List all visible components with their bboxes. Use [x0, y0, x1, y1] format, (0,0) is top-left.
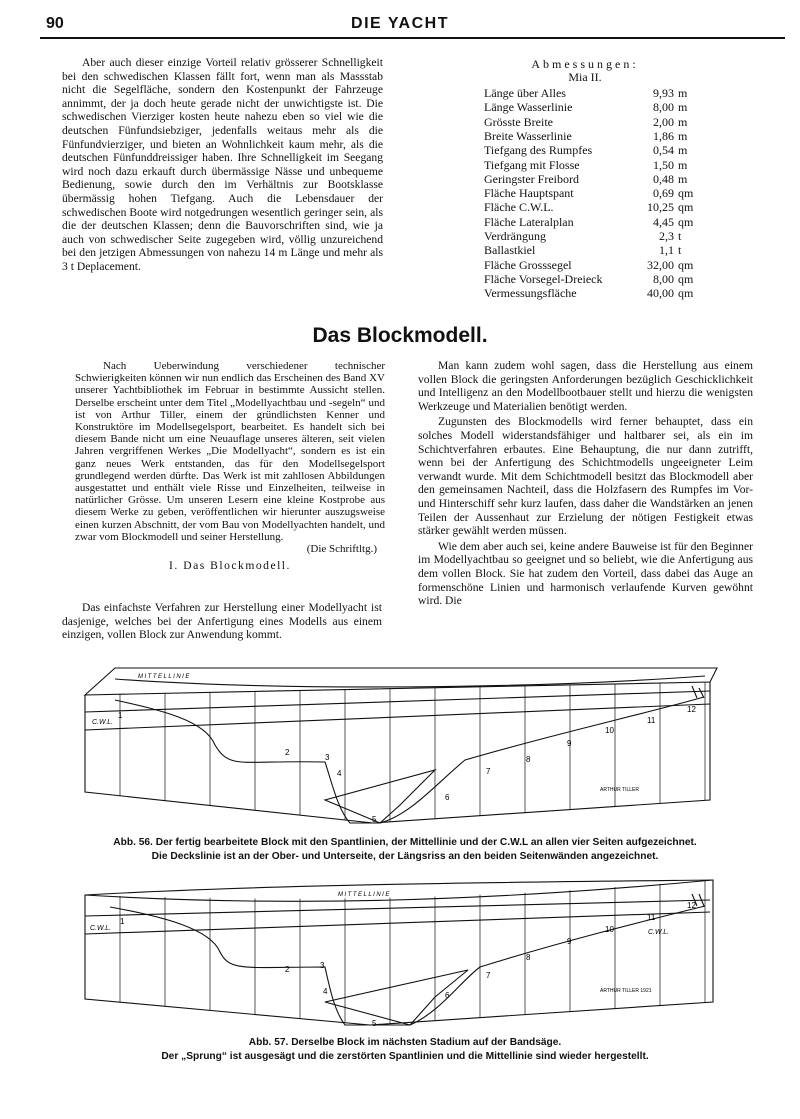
- dimension-label: Verdrängung: [484, 229, 546, 243]
- dimension-row: [484, 200, 724, 214]
- dimension-unit: qm: [678, 257, 694, 272]
- dimension-row: [484, 129, 724, 143]
- dimensions-title: Abmessungen:: [531, 57, 639, 71]
- dimension-unit: qm: [678, 286, 694, 301]
- dimension-row: [484, 215, 724, 229]
- station-number: 6: [445, 991, 450, 1000]
- dimension-unit: m: [678, 114, 688, 129]
- dimension-row: [484, 286, 724, 300]
- running-head: DIE YACHT: [351, 15, 449, 32]
- dimension-value: 32,00: [647, 257, 674, 272]
- figure-56-caption-line-2: Die Deckslinie ist an der Ober- und Unterseite, der Längsriss an den beiden Seitenwänden angezeichnet.: [151, 851, 659, 862]
- right-paragraph-1: Man kann zudem wohl sagen, dass die Herstellung aus einem vollen Block die geringsten Anforderungen bezüglich Geschicklichkeit und Intelligenz an den Modellbootbauer stellt und hierzu die wenigsten Werkzeuge und Materialien benötigt werden.: [418, 359, 753, 413]
- dimension-value: 0,69: [653, 186, 674, 201]
- station-number: 3: [325, 753, 330, 762]
- station-number: 2: [285, 965, 290, 974]
- station-number: 11: [647, 913, 656, 922]
- intro-paragraph: Aber auch dieser einzige Vorteil relativ grösserer Schnelligkeit bei den schwedischen Klassen fällt fort, wenn man als Massstab nicht die Segelfläche, sondern den Kostenpunkt der Fahrzeuge annimmt, der ja doch heute gerade nicht der unwichtigste ist. Die schwedischen Vierziger kosten heute nahezu eben so viel wie die deutschen Fünfundsiebziger, jedenfalls weitaus mehr als die Fünfundvierziger, und bieten an Wohnlichkeit kaum mehr, als die deutschen Fünfunddreissiger haben. Ihre Schnelligkeit im Seegang wird noch dazu erkauft durch übermässige Nässe und unbequeme Bedienung, sowie durch den im Verhältnis zur Bootsklasse übermässig hohen Tiefgang. Auch die Lebensdauer der schwedischen Boote wird notgedrungen wesentlich geringer sein, als die der deutschen Klassen; denn die Bauvorschriften sind, wie ja auch von schwedischer Seite zugegeben wird, völlig unzureichend bei den jetzigen Abmessungen von nahezu 14 m Länge und mehr als 3 t Deplacement.: [62, 56, 383, 273]
- station-number: 12: [687, 705, 696, 714]
- station-number: 9: [567, 937, 572, 946]
- profile-curve: [115, 697, 704, 823]
- centerline-label: MITTELLINIE: [338, 892, 391, 898]
- station-number: 5: [372, 815, 377, 824]
- left-paragraph-block: [62, 601, 382, 642]
- block-outline: [85, 668, 717, 823]
- dimension-unit: m: [678, 143, 688, 158]
- dimension-value: 4,45: [653, 214, 674, 229]
- dimension-row: [484, 172, 724, 186]
- figure-57-block-drawing: [80, 872, 730, 1034]
- dimension-unit: m: [678, 86, 688, 100]
- dimension-label: Geringster Freibord: [484, 171, 579, 186]
- dimension-label: Fläche Vorsegel-Dreieck: [484, 271, 603, 286]
- artist-signature: ARTHUR TILLER: [600, 787, 639, 793]
- station-number: 4: [337, 769, 342, 778]
- section-title: I. Das Blockmodell.: [169, 559, 291, 573]
- station-number: 8: [526, 953, 531, 962]
- station-number: 9: [567, 739, 572, 748]
- station-number: 8: [526, 755, 531, 764]
- left-paragraph: Das einfachste Verfahren zur Herstellung einer Modellyacht ist dasjenige, welches bei der Anfertigung eines Modells aus einem einzigen, vollen Block zur Anwendung kommt.: [62, 601, 382, 642]
- dimension-unit: m: [678, 171, 688, 186]
- fin-keel: [325, 770, 435, 823]
- station-number: 7: [486, 971, 491, 980]
- station-number: 2: [285, 748, 290, 757]
- dimension-row: [484, 100, 724, 114]
- station-number: 6: [445, 793, 450, 802]
- right-paragraph-2: Zugunsten des Blockmodells wird ferner behauptet, dass ein solches Modell widerstandsfähiger und haltbarer sei, als ein im Schichtverfahren erbautes. Eine Behauptung, die nur dann zutrifft, wenn bei der Anfertigung des Schichtmodells ungeeigneter Leim verwandt wurde. Mit dem Schichtmodell besitzt das Blockmodell aber den gemeinsamen Nachteil, dass die Holzfasern des Rumpfes im Vor- und Hinterschiff sehr kurz laufen, dass daher die Wandstärken an jenen Teilen der Aussenhaut zur Erzielung der nötigen Festigkeit etwas stärker gewählt werden müssen.: [418, 415, 753, 538]
- dimension-unit: t: [678, 243, 682, 258]
- header-rule: [40, 37, 785, 39]
- dimension-label: Breite Wasserlinie: [484, 128, 572, 143]
- station-number: 1: [118, 711, 123, 720]
- dimension-row: [484, 272, 724, 286]
- figure-56-caption: [40, 836, 770, 864]
- dimension-label: Länge über Alles: [484, 86, 566, 100]
- dimension-unit: m: [678, 128, 688, 143]
- editorial-note: [75, 360, 385, 555]
- dimension-value: 2,3: [659, 229, 674, 243]
- figure-57-caption: [40, 1036, 770, 1064]
- right-paragraph-3: Wie dem aber auch sei, keine andere Bauweise ist für den Beginner im Modellyachtbau so geeignet und so beliebt, wie die Anfertigung aus dem vollen Block. Sie hat zudem den Vorteil, dass dabei das Auge an formenschöne Linien und harmonisch verlaufende Kurven gewöhnt wird. Die: [418, 539, 753, 608]
- dimension-row: [484, 143, 724, 157]
- dimension-value: 40,00: [647, 286, 674, 301]
- station-number: 4: [323, 987, 328, 996]
- station-number: 7: [486, 767, 491, 776]
- station-number: 3: [320, 961, 325, 970]
- station-number: 1: [120, 917, 125, 926]
- block-outline: [85, 880, 713, 1025]
- dimension-row: [484, 86, 724, 100]
- station-number: 10: [605, 925, 614, 934]
- dimension-row: [484, 258, 724, 272]
- dimension-label: Grösste Breite: [484, 114, 553, 129]
- dimension-value: 10,25: [647, 200, 674, 215]
- dimension-label: Fläche C.W.L.: [484, 200, 554, 215]
- dimensions-subtitle: Mia II.: [568, 70, 602, 84]
- dimension-value: 8,00: [653, 100, 674, 115]
- dimension-unit: qm: [678, 186, 694, 201]
- cwl-label-left: C.W.L.: [90, 925, 112, 932]
- centerline: [85, 900, 710, 916]
- intro-text: [62, 56, 383, 274]
- centerline-label: MITTELLINIE: [138, 674, 191, 680]
- left-column: [75, 360, 385, 574]
- deck-line: [115, 676, 705, 687]
- dimension-unit: qm: [678, 271, 694, 286]
- figure-56-block-drawing: [80, 660, 730, 832]
- dimension-row: [484, 158, 724, 172]
- dimension-value: 8,00: [653, 271, 674, 286]
- figure-56-caption-line-1: Abb. 56. Der fertig bearbeitete Block mit den Spantlinien, der Mittellinie und der C.W.L an allen vier Seiten aufgezeichnet.: [113, 837, 697, 848]
- dimension-row: [484, 243, 724, 257]
- right-column: [418, 359, 753, 608]
- artist-signature: ARTHUR TILLER 1921: [600, 988, 652, 994]
- dimension-value: 1,1: [659, 243, 674, 258]
- dimension-row: [484, 229, 724, 243]
- dimension-unit: t: [678, 229, 682, 243]
- dimension-label: Länge Wasserlinie: [484, 100, 573, 115]
- dimension-row: [484, 186, 724, 200]
- dimension-value: 0,54: [653, 143, 674, 158]
- centerline: [85, 691, 710, 712]
- dimension-label: Tiefgang mit Flosse: [484, 157, 580, 172]
- dimension-value: 0,48: [653, 171, 674, 186]
- dimension-label: Vermessungsfläche: [484, 286, 577, 301]
- station-number: 12: [687, 901, 696, 910]
- dimension-unit: qm: [678, 214, 694, 229]
- dimension-label: Tiefgang des Rumpfes: [484, 143, 593, 158]
- dimension-label: Fläche Hauptspant: [484, 186, 574, 201]
- figure-57-caption-line-1: Abb. 57. Derselbe Block im nächsten Stadium auf der Bandsäge.: [248, 1037, 562, 1048]
- cwl-label-right: C.W.L.: [648, 929, 670, 936]
- page-number: 90: [46, 15, 64, 32]
- dimension-unit: qm: [678, 200, 694, 215]
- station-number: 5: [372, 1019, 377, 1028]
- dimension-label: Fläche Lateralplan: [484, 214, 574, 229]
- dimension-label: Fläche Grosssegel: [484, 257, 572, 272]
- cwl-label: C.W.L.: [92, 719, 114, 726]
- dimension-row: [484, 115, 724, 129]
- station-number: 11: [647, 716, 656, 725]
- editorial-note-text: Nach Ueberwindung verschiedener technischer Schwierigkeiten können wir nun endlich das Erscheinen des Band XV unserer Yachtbibliothek im Februar in bestimmte Aussicht stellen. Derselbe erscheint unter dem Titel „Modellyachtbau und -segeln“ und ist von Arthur Tiller, einem der gründlichsten Kenner und Konstruktöre im Modellsegelsport, bearbeitet. Es handelt sich bei diesem Bande nicht um eine Neuauflage unseres älteren, seit vielen Jahren vergriffenen Werkes „Die Modellyacht“, sondern es ist ein ganz neues Werk entstanden, das für den Modellsegelsport grundlegend werden dürfte. Das Werk ist mit zahllosen Abbildungen ausgestattet und enthält viele Risse und Einzelheiten, teilweise in natürlicher Grösse. Um unseren Lesern eine kleine Kostprobe aus diesem Werke zu geben, veröffentlichen wir hierunter auszugsweise einen kurzen Abschnitt, der vom Bau von Modellyachten handelt, und zwar vom Blockmodell und seiner Herstellung.: [75, 360, 385, 543]
- sheer-line: [85, 880, 713, 895]
- dimension-value: 1,50: [653, 157, 674, 172]
- figure-57-caption-line-2: Der „Sprung“ ist ausgesägt und die zerstörten Spantlinien und die Mittellinie sind wieder hergestellt.: [161, 1051, 649, 1062]
- profile-curve: [110, 906, 705, 1025]
- dimension-label: Ballastkiel: [484, 243, 536, 258]
- dimension-unit: m: [678, 157, 688, 172]
- dimension-unit: m: [678, 100, 688, 115]
- dimension-value: 2,00: [653, 114, 674, 129]
- editorial-signature: (Die Schriftltg.): [306, 543, 377, 556]
- station-number: 10: [605, 726, 614, 735]
- dimension-value: 9,93: [653, 86, 674, 100]
- article-title: Das Blockmodell.: [312, 324, 488, 347]
- dimension-value: 1,86: [653, 128, 674, 143]
